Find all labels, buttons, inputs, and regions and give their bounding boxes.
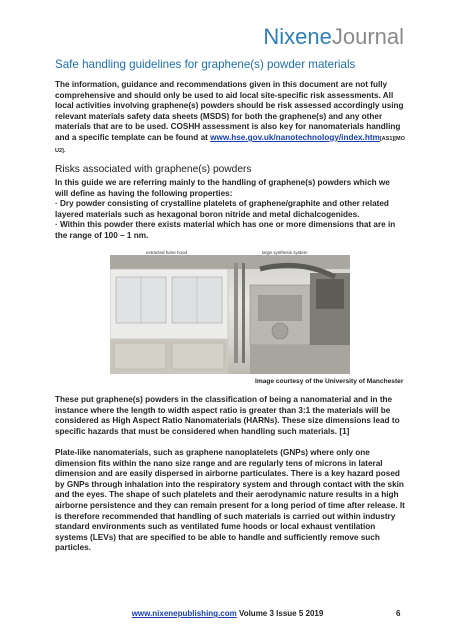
lab-photo bbox=[110, 255, 350, 374]
page-footer bbox=[0, 609, 455, 618]
intro-text: The information, guidance and recommendations given in this document are not fully comprehensive and should only be used to aid local site-specific risk assessments. All local activities involving graphene(s) powders should be risk assessed accordingly using relevant materials safety data sheets (MSDS) for both the graphene(s) and any other materials that are to be used. COSHH assessment is also key for nanomaterials handling and a specific template can be found at bbox=[55, 80, 404, 142]
image-credit: Image courtesy of the University of Manchester bbox=[255, 378, 404, 385]
nanoplatelets-paragraph: Plate-like nanomaterials, such as graphene nanoplatelets (GNPs) where only one dimension fits within the nano size range and are regularly tens of microns in lateral dimension and are easily dispersed in airborne particulates. There is a key hazard posed by GNPs through inhalation into the respiratory system and through contact with the skin and the eyes. The shape of such platelets and their aerodynamic nature results in a high airborne persistence and they can remain present for a long period of time after release. It is therefore recommended that handling of such materials is carried out within industry standard environments such as ventilated fume hoods or local exhaust ventilation systems (LEVs) that are specified to be able to handle and sufficiently remove such particles. bbox=[55, 448, 405, 553]
risks-bullet-2: · Within this powder there exists material which has one or more dimensions that are in the range of 100 – 1 nm. bbox=[55, 220, 396, 240]
hse-link[interactable]: www.hse.gov.uk/nanotechnology/index.htm bbox=[210, 132, 380, 142]
comment-ref: [AS1][MO U2]. bbox=[55, 135, 405, 154]
logo-journal: Journal bbox=[331, 24, 404, 49]
classification-paragraph: These put graphene(s) powders in the classification of being a nanomaterial and in the instance where the length to width aspect ratio is greater than 3:1 the materials will be considered as High Aspect Ratio Nanomaterials (HARNs). These size dimensions lead to specific hazards that must be considered when handling such materials. [1] bbox=[55, 395, 400, 436]
lab-photo-drawing bbox=[110, 255, 350, 374]
issue-info: Volume 3 Issue 5 2019 bbox=[236, 609, 324, 618]
logo-nixene: Nixene bbox=[263, 24, 332, 49]
risks-intro: In this guide we are referring mainly to the handling of graphene(s) powders which we will define as having the following properties: bbox=[55, 178, 390, 198]
risks-paragraph bbox=[55, 178, 405, 242]
journal-logo bbox=[263, 26, 404, 48]
intro-paragraph bbox=[55, 80, 405, 156]
figure-label-right: large synthesis system bbox=[262, 250, 308, 255]
page-number: 6 bbox=[396, 609, 401, 618]
page-title: Safe handling guidelines for graphene(s) powder materials bbox=[55, 58, 356, 71]
risks-bullet-1: · Dry powder consisting of crystalline platelets of graphene/graphite and other related layered materials such as hexagonal boron nitride and metal dichalcogenides. bbox=[55, 199, 389, 219]
publisher-link[interactable]: www.nixenepublishing.com bbox=[131, 609, 237, 618]
figure-label-left: extracted fume hood bbox=[146, 250, 188, 255]
risks-heading: Risks associated with graphene(s) powders bbox=[55, 164, 252, 175]
